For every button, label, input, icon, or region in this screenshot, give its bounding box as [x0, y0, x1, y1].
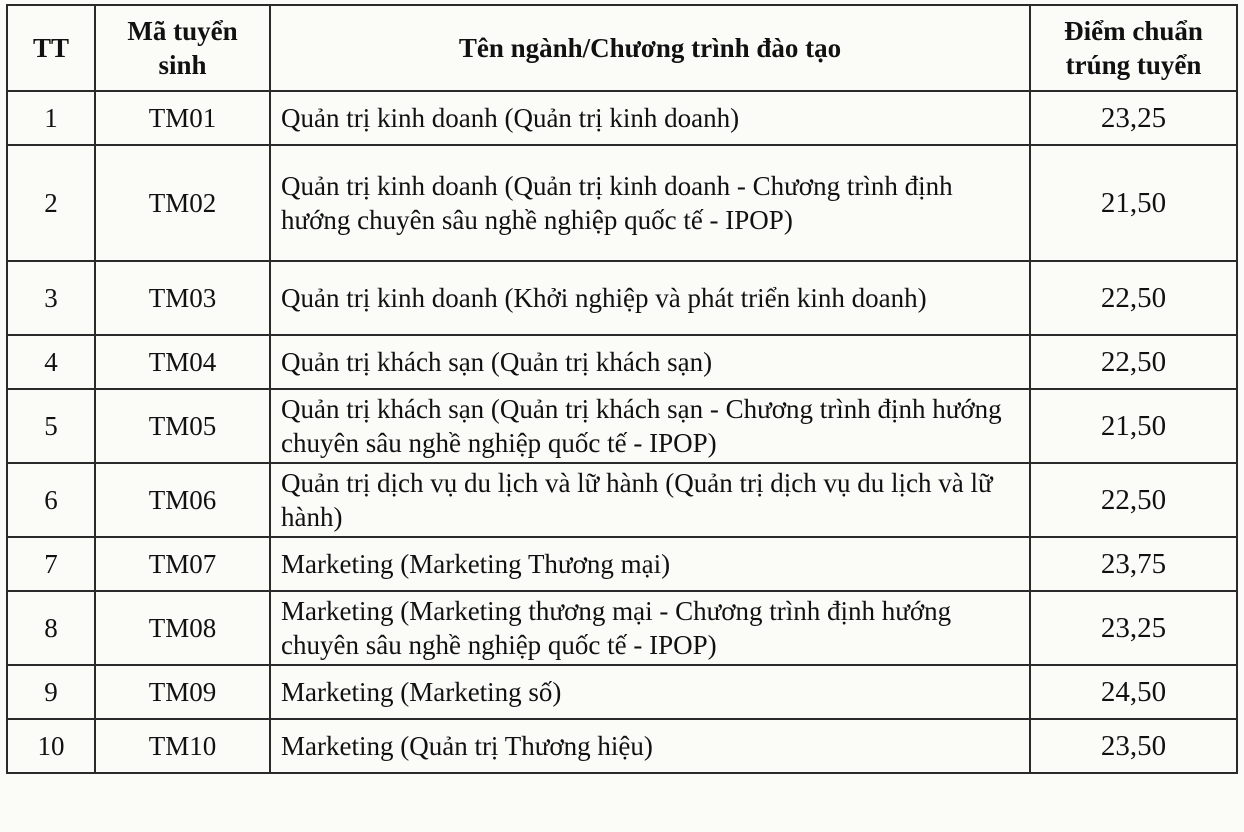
cell-ma: TM10: [95, 719, 270, 773]
table-row: [7, 463, 1237, 537]
cell-diem: 22,50: [1030, 261, 1237, 335]
header-diem-chuan: Điểm chuẩn trúng tuyển: [1030, 5, 1237, 91]
cell-ten: Quản trị kinh doanh (Khởi nghiệp và phát triển kinh doanh): [270, 261, 1030, 335]
table-row: [7, 335, 1237, 389]
cell-ten: Marketing (Marketing thương mại - Chương trình định hướng chuyên sâu nghề nghiệp quốc tế - IPOP): [270, 591, 1030, 665]
cell-ma: TM08: [95, 591, 270, 665]
header-tt: TT: [7, 5, 95, 91]
cell-ten: Quản trị khách sạn (Quản trị khách sạn): [270, 335, 1030, 389]
cell-ten: Marketing (Marketing số): [270, 665, 1030, 719]
cell-ma: TM06: [95, 463, 270, 537]
cell-tt: 2: [7, 145, 95, 261]
admission-scores-table: [6, 4, 1238, 774]
cell-diem: 21,50: [1030, 389, 1237, 463]
cell-diem: 21,50: [1030, 145, 1237, 261]
cell-ten: Marketing (Marketing Thương mại): [270, 537, 1030, 591]
cell-ten: Quản trị khách sạn (Quản trị khách sạn - Chương trình định hướng chuyên sâu nghề nghiệp quốc tế - IPOP): [270, 389, 1030, 463]
cell-tt: 3: [7, 261, 95, 335]
cell-ten: Quản trị dịch vụ du lịch và lữ hành (Quản trị dịch vụ du lịch và lữ hành): [270, 463, 1030, 537]
table-row: [7, 145, 1237, 261]
cell-tt: 10: [7, 719, 95, 773]
cell-ma: TM02: [95, 145, 270, 261]
cell-tt: 7: [7, 537, 95, 591]
table-row: [7, 91, 1237, 145]
cell-diem: 24,50: [1030, 665, 1237, 719]
cell-tt: 9: [7, 665, 95, 719]
cell-ma: TM05: [95, 389, 270, 463]
header-ma-tuyen-sinh: Mã tuyển sinh: [95, 5, 270, 91]
cell-ten: Quản trị kinh doanh (Quản trị kinh doanh): [270, 91, 1030, 145]
cell-diem: 23,50: [1030, 719, 1237, 773]
cell-ma: TM01: [95, 91, 270, 145]
cell-ma: TM07: [95, 537, 270, 591]
cell-ma: TM04: [95, 335, 270, 389]
cell-tt: 5: [7, 389, 95, 463]
cell-tt: 8: [7, 591, 95, 665]
table-header-row: [7, 5, 1237, 91]
cell-ma: TM09: [95, 665, 270, 719]
cell-tt: 4: [7, 335, 95, 389]
cell-diem: 23,75: [1030, 537, 1237, 591]
cell-tt: 6: [7, 463, 95, 537]
header-ten-nganh: Tên ngành/Chương trình đào tạo: [270, 5, 1030, 91]
cell-tt: 1: [7, 91, 95, 145]
table-row: [7, 389, 1237, 463]
cell-ten: Marketing (Quản trị Thương hiệu): [270, 719, 1030, 773]
table-row: [7, 665, 1237, 719]
cell-ten: Quản trị kinh doanh (Quản trị kinh doanh - Chương trình định hướng chuyên sâu nghề nghiệp quốc tế - IPOP): [270, 145, 1030, 261]
cell-diem: 23,25: [1030, 591, 1237, 665]
cell-ma: TM03: [95, 261, 270, 335]
table-row: [7, 591, 1237, 665]
cell-diem: 23,25: [1030, 91, 1237, 145]
table-row: [7, 537, 1237, 591]
cell-diem: 22,50: [1030, 463, 1237, 537]
cell-diem: 22,50: [1030, 335, 1237, 389]
table-row: [7, 261, 1237, 335]
table-row: [7, 719, 1237, 773]
